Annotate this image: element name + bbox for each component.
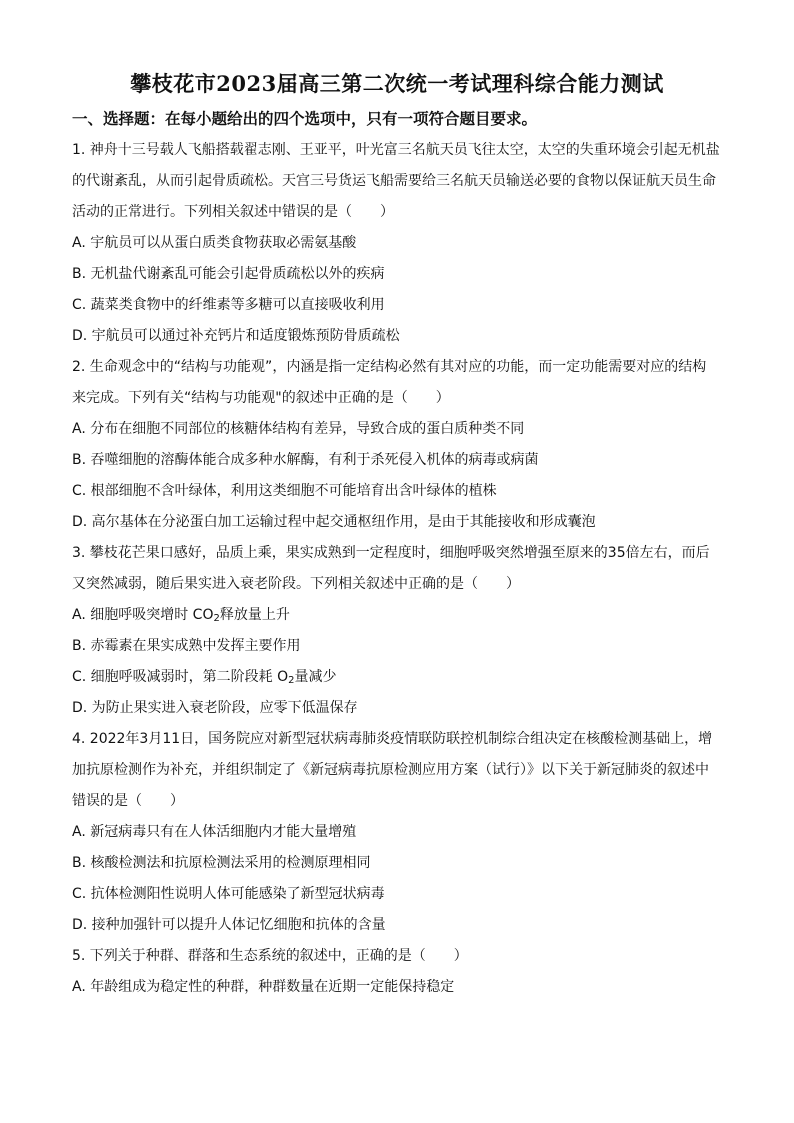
q1-option-a: A. 宇航员可以从蛋白质类食物获取必需氨基酸 [72,235,357,251]
q2-option-c: C. 根部细胞不含叶绿体，利用这类细胞不可能培育出含叶绿体的植株 [72,483,497,499]
q1-option-b: B. 无机盐代谢紊乱可能会引起骨质疏松以外的疾病 [72,266,385,282]
q5-option-a: A. 年龄组成为稳定性的种群，种群数量在近期一定能保持稳定 [72,979,455,995]
q1-option-d: D. 宇航员可以通过补充钙片和适度锻炼预防骨质疏松 [72,328,400,344]
q1-stem-line3: 活动的正常进行。下列相关叙述中错误的是（ ） [72,204,394,220]
q1-stem-line2: 的代谢紊乱，从而引起骨质疏松。天宫三号货运飞船需要给三名航天员输送必要的食物以保证航天员生命 [72,173,716,189]
q4-option-a: A. 新冠病毒只有在人体活细胞内才能大量增殖 [72,824,357,840]
q3-option-d: D. 为防止果实进入衰老阶段，应零下低温保存 [72,700,358,716]
q3-stem-line1: 3. 攀枝花芒果口感好，品质上乘，果实成熟到一定程度时，细胞呼吸突然增强至原来的35倍左右，而后 [72,545,710,561]
q4-option-b: B. 核酸检测法和抗原检测法采用的检测原理相同 [72,855,371,871]
q1-stem-line1: 1. 神舟十三号载人飞船搭载翟志刚、王亚平，叶光富三名航天员飞往太空，太空的失重环境会引起无机盐 [72,142,720,158]
q3-option-c-text-end: 量减少 [294,669,337,685]
q2-option-a: A. 分布在细胞不同部位的核糖体结构有差异，导致合成的蛋白质种类不同 [72,421,525,437]
q2-option-d: D. 高尔基体在分泌蛋白加工运输过程中起交通枢纽作用，是由于其能接收和形成囊泡 [72,514,596,530]
q4-stem-line1: 4. 2022年3月11日，国务院应对新型冠状病毒肺炎疫情联防联控机制综合组决定在核酸检测基础上，增 [72,731,713,747]
q3-option-c-text: C. 细胞呼吸减弱时，第二阶段耗 O [72,669,289,685]
q2-option-b: B. 吞噬细胞的溶酶体能合成多种水解酶，有利于杀死侵入机体的病毒或病菌 [72,452,539,468]
q3-option-c [72,667,337,687]
q3-option-a-subscript: 2 [213,613,220,624]
q4-stem-line2: 加抗原检测作为补充，并组织制定了《新冠病毒抗原检测应用方案（试行）》以下关于新冠肺炎的叙述中 [72,762,709,778]
q4-option-d: D. 接种加强针可以提升人体记忆细胞和抗体的含量 [72,917,386,933]
q2-stem-line1: 2. 生命观念中的“结构与功能观”，内涵是指一定结构必然有其对应的功能，而一定功能需要对应的结构 [72,359,707,375]
page-title: 攀枝花市2023届高三第二次统一考试理科综合能力测试 [130,71,664,96]
q3-stem-line2: 又突然减弱，随后果实进入衰老阶段。下列相关叙述中正确的是（ ） [72,576,520,592]
q1-option-c: C. 蔬菜类食物中的纤维素等多糖可以直接吸收利用 [72,297,385,313]
q3-option-a-text-end: 释放量上升 [219,607,290,623]
q3-option-c-subscript: 2 [288,675,295,686]
q5-stem-line1: 5. 下列关于种群、群落和生态系统的叙述中，正确的是（ ） [72,948,468,964]
q3-option-a [72,605,290,625]
q2-stem-line2: 来完成。下列有关“结构与功能观"的叙述中正确的是（ ） [72,390,450,406]
q3-option-a-text: A. 细胞呼吸突增时 CO [72,607,214,623]
q3-option-b: B. 赤霉素在果实成熟中发挥主要作用 [72,638,301,654]
q4-option-c: C. 抗体检测阳性说明人体可能感染了新型冠状病毒 [72,886,385,902]
q4-stem-line3: 错误的是（ ） [72,793,184,809]
section-heading: 一、选择题：在每小题给出的四个选项中，只有一项符合题目要求。 [72,110,538,128]
